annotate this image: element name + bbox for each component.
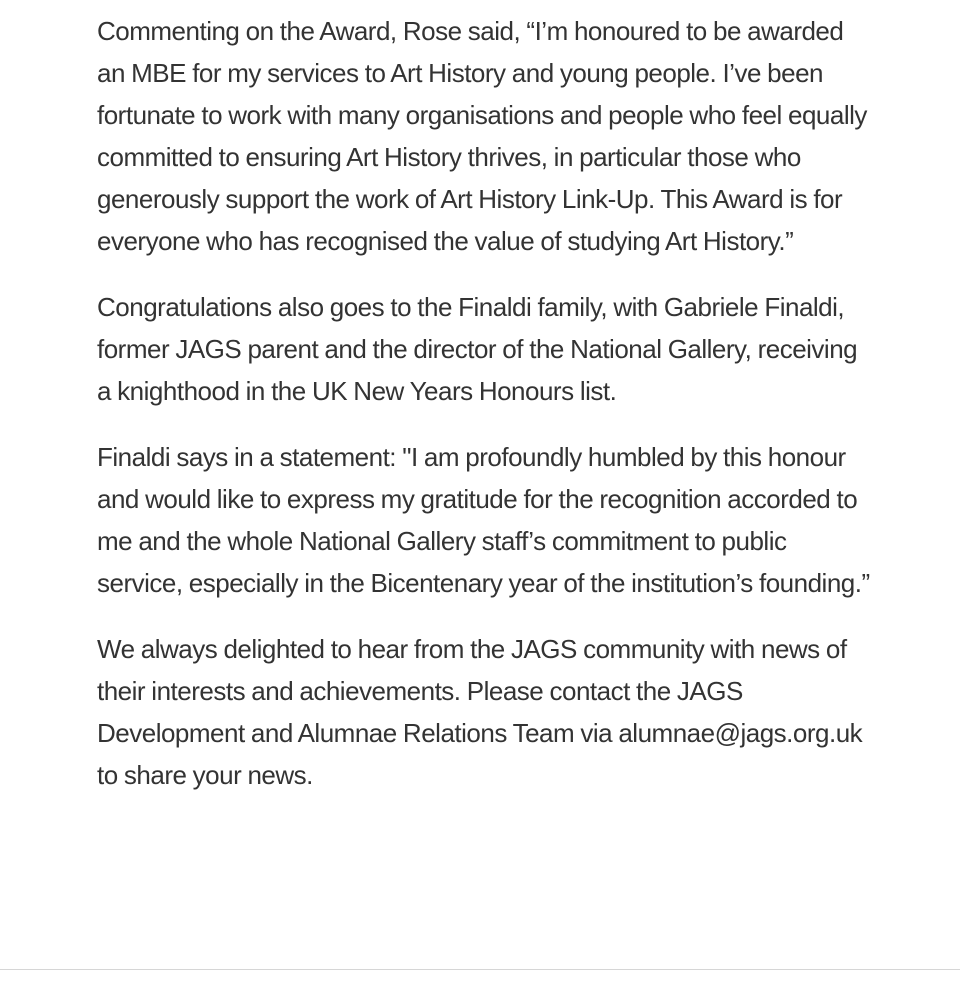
alumnae-email-link[interactable]: alumnae@jags.org.uk	[618, 718, 863, 748]
article-body	[97, 10, 872, 796]
finaldi-statement-paragraph: Finaldi says in a statement: "I am profoundly humbled by this honour and would like to express my gratitude for the recognition accorded to me and the whole National Gallery staff’s commitment to public service, especially in the Bicentenary year of the institution’s founding.”	[97, 442, 870, 598]
contact-paragraph	[97, 628, 872, 796]
contact-text: We always delighted to hear from the JAGS community with news of their interests and achievements. Please contact the JAGS Development and Alumnae Relations Team via	[97, 634, 847, 748]
rose-quote-paragraph: Commenting on the Award, Rose said, “I’m honoured to be awarded an MBE for my services to Art History and young people. I’ve been fortunate to work with many organisations and people who feel equally committed to ensuring Art History thrives, in particular those who generously support the work of Art History Link-Up. This Award is for everyone who has recognised the value of studying Art History.”	[97, 16, 867, 256]
finaldi-knighthood-paragraph: Congratulations also goes to the Finaldi family, with Gabriele Finaldi, former JAGS parent and the director of the National Gallery, receiving a knighthood in the UK New Years Honours list.	[97, 292, 858, 406]
contact-text-end: to share your news.	[97, 760, 313, 790]
footer-divider	[0, 969, 960, 970]
